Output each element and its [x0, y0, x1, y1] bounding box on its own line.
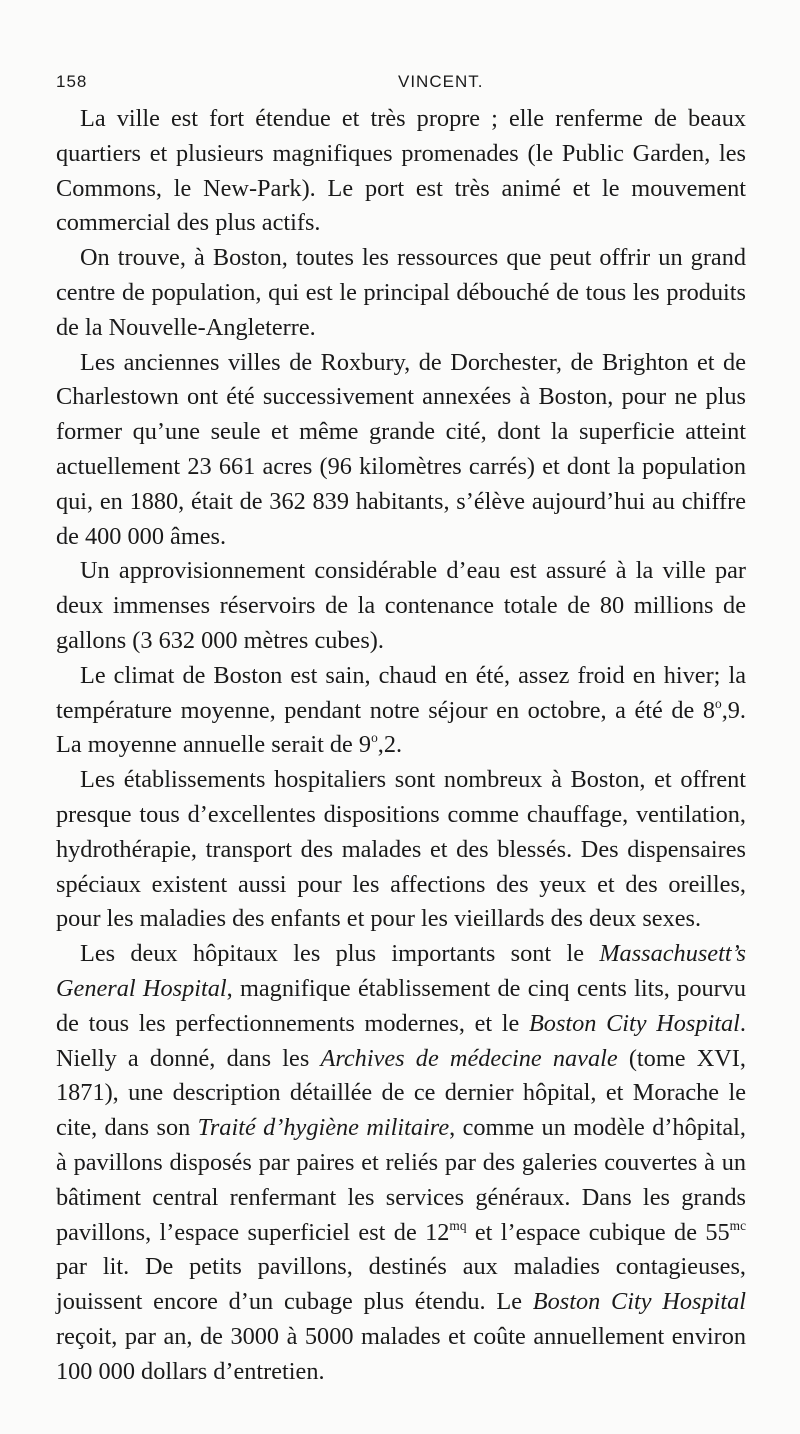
text-run: Les deux hôpitaux les plus importants sont le: [80, 940, 600, 968]
text-run: La ville est fort étendue et très propre ; elle renferme de beaux quartiers et plusieurs magnifiques promenades (le Public Garden, les Commons, le New-Park). Le port est très animé et le mouvement commercial des plus actifs.: [56, 105, 746, 237]
paragraph: [56, 241, 746, 345]
text-run: Les établissements hospitaliers sont nombreux à Boston, et offrent presque tous d’excellentes dispositions comme chauffage, ventilation, hydrothérapie, transport des malades et des blessés. Des dispensaires spéciaux existent aussi pour les affections des yeux et des oreilles, pour les maladies des enfants et pour les vieillards des deux sexes.: [56, 766, 746, 933]
paragraph: [56, 937, 746, 1389]
running-title: VINCENT.: [398, 72, 484, 91]
italic-title: Boston City Hospital: [532, 1288, 746, 1316]
paragraph: [56, 346, 746, 555]
text-run: reçoit, par an, de 3000 à 5000 malades et coûte annuellement environ 100 000 dollars d’entretien.: [56, 1322, 746, 1385]
paragraph: [56, 659, 746, 763]
running-header: [56, 60, 746, 100]
text-run: , comme un modèle d’hôpital, à pavillons disposés par paires et reliés par des galeries couvertes à un bâtiment central renfermant les services généraux. Dans les grands pavillons, l’espace superficiel est de 12: [56, 1114, 746, 1246]
body-text: [56, 102, 746, 1389]
paragraph: [56, 554, 746, 658]
superscript-text: mq: [449, 1217, 467, 1233]
text-run: ,2.: [377, 731, 403, 759]
italic-title: Boston City Hospital: [528, 1009, 740, 1037]
text-run: On trouve, à Boston, toutes les ressources que peut offrir un grand centre de population, qui est le principal débouché de tous les produits de la Nouvelle-Angleterre.: [56, 244, 746, 341]
text-run: . Nielly a donné, dans les: [56, 1009, 746, 1072]
text-run: (tome XVI, 1871), une description détaillée de ce dernier hôpital, et Morache le cite, dans son: [56, 1044, 746, 1142]
superscript-text: mc: [729, 1217, 746, 1233]
text-run: Le climat de Boston est sain, chaud en été, assez froid en hiver; la température moyenne, pendant notre séjour en octobre, a été de 8: [56, 661, 746, 724]
text-run: Un approvisionnement considérable d’eau est assuré à la ville par deux immenses réservoirs de la contenance totale de 80 millions de gallons (3 632 000 mètres cubes).: [56, 557, 746, 654]
text-run: et l’espace cubique de 55: [466, 1218, 730, 1246]
text-run: ,9. La moyenne annuelle serait de 9: [56, 696, 746, 759]
superscript-text: o: [715, 695, 722, 711]
italic-title: Archives de médecine navale: [320, 1044, 618, 1072]
paragraph: [56, 102, 746, 241]
text-run: par lit. De petits pavillons, destinés aux maladies contagieuses, jouissent encore d’un cubage plus étendu. Le: [56, 1253, 746, 1316]
text-run: , magnifique établissement de cinq cents lits, pourvu de tous les perfectionnements modernes, et le: [56, 974, 747, 1037]
paragraph: [56, 763, 746, 937]
page-number: 158: [56, 72, 88, 91]
italic-title: Massachusett’s General Hospital: [56, 940, 746, 1002]
superscript-text: o: [371, 730, 378, 746]
text-run: Les anciennes villes de Roxbury, de Dorchester, de Brighton et de Charlestown ont été successivement annexées à Boston, pour ne plus former qu’une seule et même grande cité, dont la superficie atteint actuellement 23 661 acres (96 kilomètres carrés) et dont la population qui, en 1880, était de 362 839 habitants, s’élève aujourd’hui au chiffre de 400 000 âmes.: [56, 348, 746, 550]
italic-title: Traité d’hygiène militaire: [197, 1114, 450, 1142]
